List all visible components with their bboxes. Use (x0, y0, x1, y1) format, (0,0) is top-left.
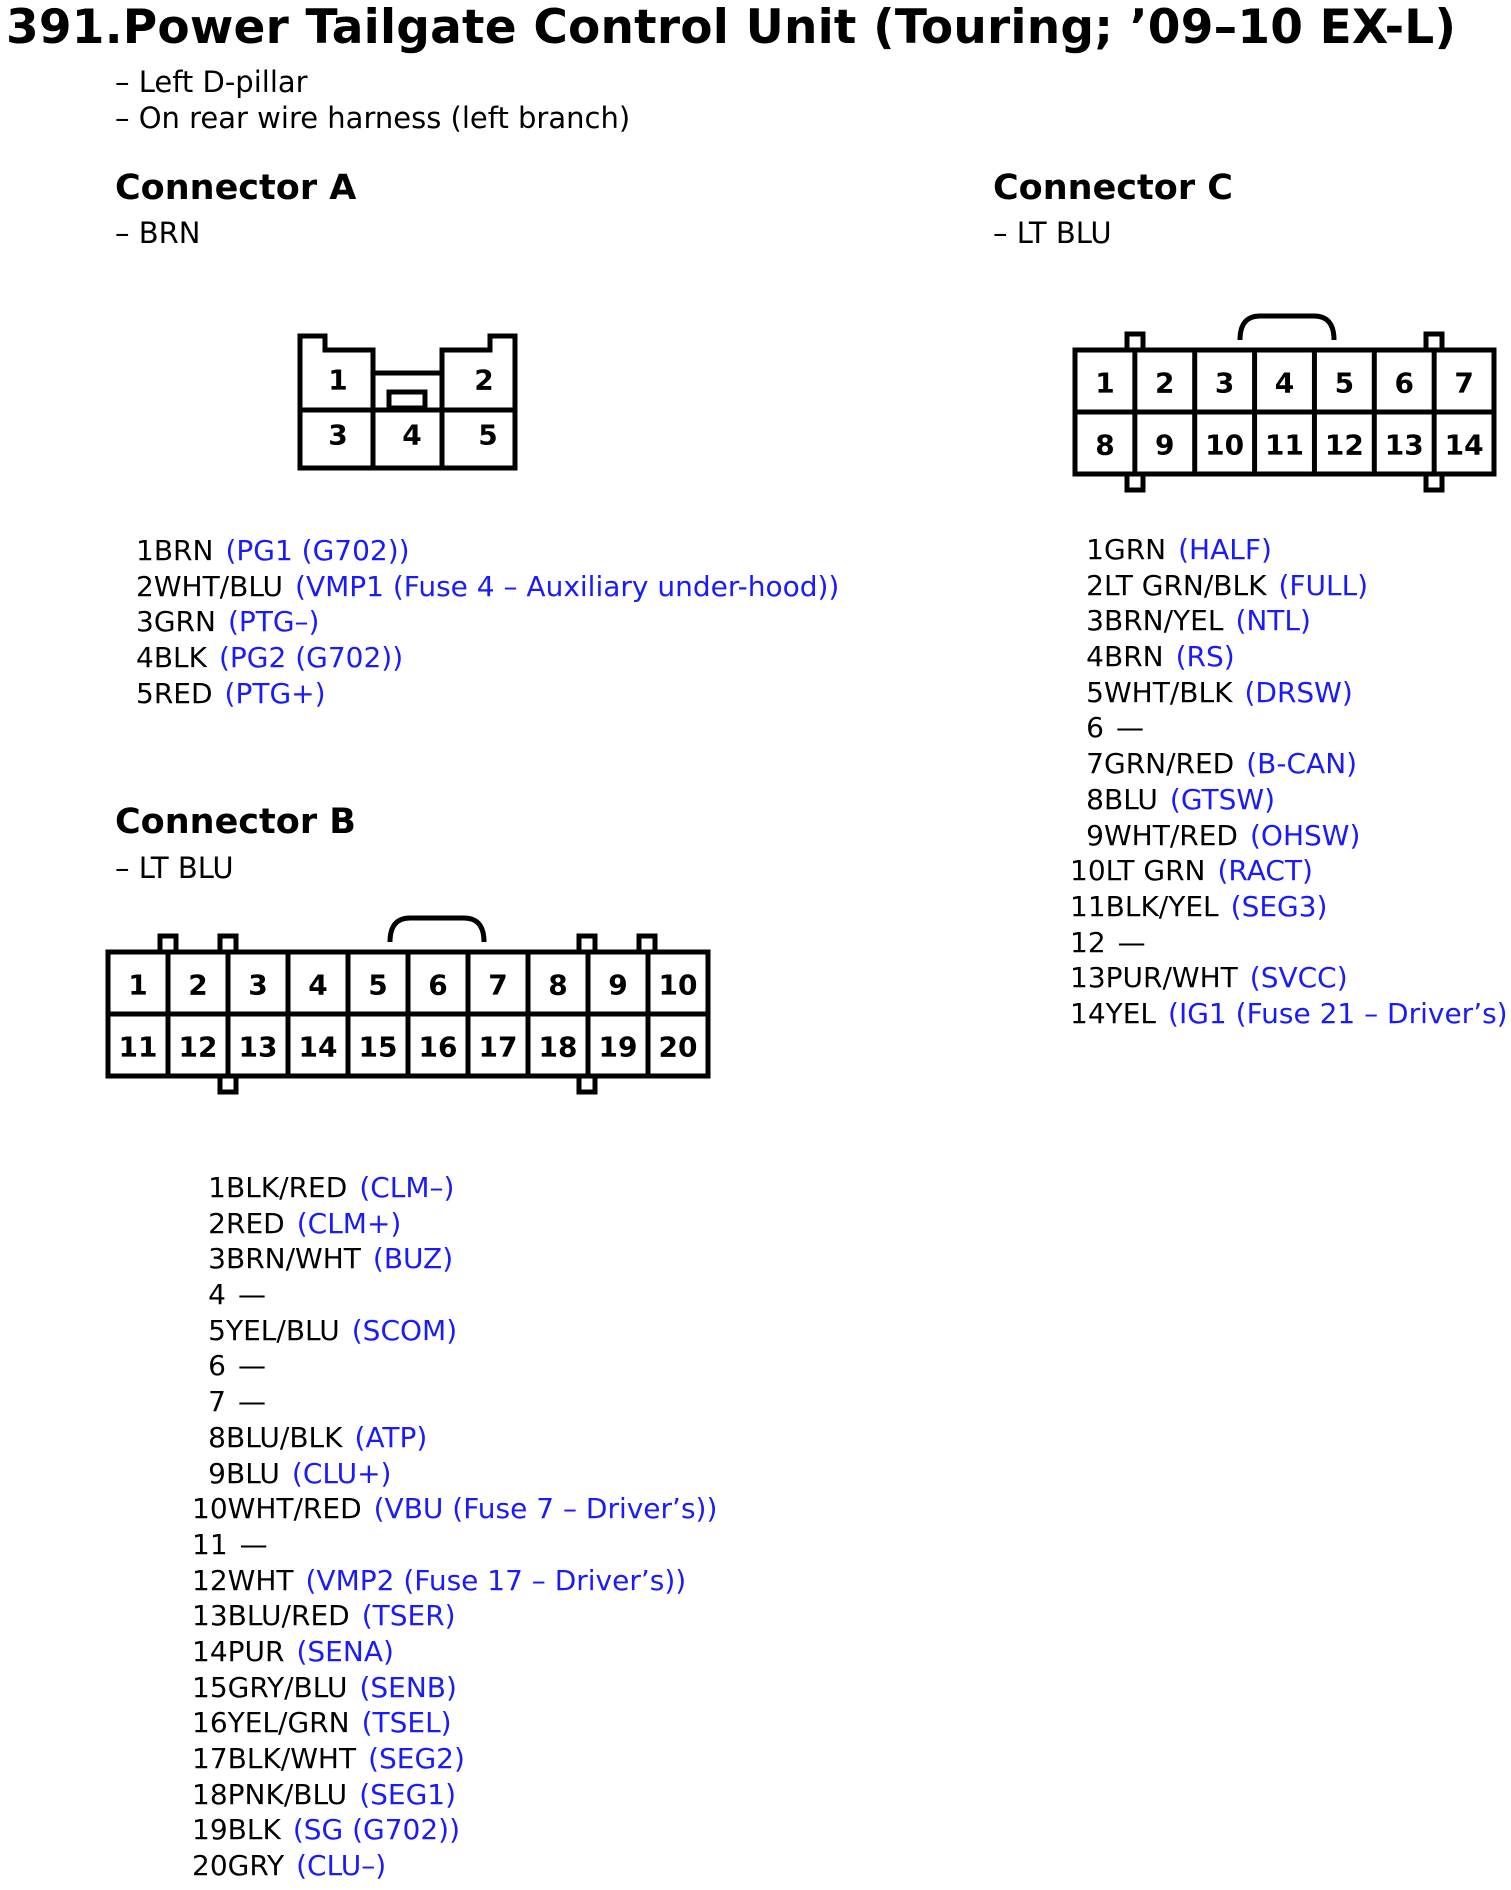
pin-number: 5 (136, 676, 154, 710)
connector-c-cavity-2: 2 (1155, 366, 1175, 400)
pin-circuit-description: (IG1 (Fuse 21 – Driver’s) (1168, 996, 1508, 1030)
connector-c-cavity-13: 13 (1384, 428, 1424, 462)
connector-c-pinout (1070, 532, 1508, 1032)
page-title: 391.Power Tailgate Control Unit (Touring; ’09–10 EX-L) (6, 0, 1457, 55)
connector-c-cavity-14: 14 (1444, 428, 1484, 462)
pin-wire-color: BLU (226, 1456, 280, 1490)
connector-b-cavity-4: 4 (308, 968, 328, 1002)
pin-number: 13 (192, 1599, 228, 1633)
pin-number: 5 (1086, 675, 1104, 709)
pin-wire-color: GRN (153, 605, 216, 639)
connector-b-cavity-9: 9 (608, 968, 628, 1002)
pin-circuit-description: (TSER) (361, 1599, 456, 1633)
pin-number: 7 (208, 1385, 226, 1419)
pin-circuit-description: (PTG–) (227, 605, 320, 639)
pin-row (1070, 960, 1508, 996)
pin-circuit-description: (B-CAN) (1246, 747, 1358, 781)
connector-b-cavity-3: 3 (248, 968, 268, 1002)
pin-circuit-description: (FULL) (1278, 568, 1369, 602)
connector-b-cavity-13: 13 (238, 1030, 278, 1064)
connector-c-cavity-11: 11 (1265, 428, 1304, 462)
pin-number: 2 (208, 1206, 226, 1240)
pin-wire-color: BRN (1104, 640, 1164, 674)
pin-number: 18 (192, 1777, 228, 1811)
pin-wire-color: BLU (1104, 782, 1158, 816)
pin-number: 9 (208, 1456, 226, 1490)
pin-number: 1 (1086, 533, 1104, 566)
pin-row (1070, 675, 1508, 711)
pin-number: 16 (192, 1706, 228, 1740)
pin-number: 7 (1086, 747, 1104, 781)
pin-wire-color: BRN/YEL (1104, 604, 1224, 638)
pin-number: 4 (136, 641, 154, 675)
connector-c-cavity-6: 6 (1394, 366, 1414, 400)
pin-row (1070, 603, 1508, 639)
pin-circuit-description: (BUZ) (372, 1242, 454, 1276)
connector-b-cavity-11: 11 (118, 1030, 158, 1064)
pin-number: 6 (1086, 711, 1104, 745)
pin-wire-color: BLU/RED (227, 1599, 350, 1633)
pin-number: 2 (136, 569, 154, 603)
pin-circuit-description: (RACT) (1217, 854, 1313, 888)
pin-number: 14 (1070, 996, 1106, 1030)
pin-number: 14 (192, 1634, 228, 1668)
connector-c-cavity-9: 9 (1155, 428, 1175, 462)
pin-wire-color: PUR/WHT (1105, 961, 1238, 995)
pin-number: 9 (1086, 818, 1104, 852)
pin-number: 17 (192, 1742, 228, 1775)
pin-number: 11 (1070, 889, 1106, 923)
pin-number: 1 (208, 1171, 226, 1204)
pin-number: 5 (208, 1313, 226, 1347)
pin-wire-color: WHT (227, 1563, 294, 1597)
pin-circuit-description: (SVCC) (1249, 961, 1348, 995)
connector-a-color: – BRN (115, 216, 201, 250)
pin-wire-color: WHT/BLK (1104, 675, 1233, 709)
connector-a-cavity-5: 5 (478, 418, 498, 452)
pin-circuit-description: (DRSW) (1244, 675, 1353, 709)
pin-circuit-description: (PTG+) (224, 676, 326, 710)
connector-c-color: – LT BLU (993, 216, 1112, 250)
pin-number: 3 (136, 605, 154, 639)
pin-wire-color: — (1116, 711, 1144, 745)
pin-wire-color: RED (153, 676, 213, 710)
pin-number: 6 (208, 1349, 226, 1383)
connector-c-cavity-8: 8 (1095, 428, 1115, 462)
pin-circuit-description: (NTL) (1235, 604, 1311, 638)
pin-wire-color: WHT/RED (227, 1492, 362, 1526)
pin-number: 2 (1086, 568, 1104, 602)
connector-a-cavity-3: 3 (328, 418, 348, 452)
pin-circuit-description: (SEG1) (359, 1777, 457, 1811)
pin-wire-color: LT GRN (1105, 854, 1206, 888)
pin-circuit-description: (VBU (Fuse 7 – Driver’s)) (373, 1492, 718, 1526)
connector-b-cavity-10: 10 (658, 968, 698, 1002)
pin-wire-color: BLK/YEL (1105, 889, 1219, 923)
pin-wire-color: — (239, 1527, 268, 1561)
pin-row (1070, 532, 1508, 568)
pin-wire-color: — (238, 1278, 266, 1312)
pin-wire-color: BLK/RED (226, 1171, 348, 1204)
pin-number: 4 (208, 1278, 226, 1312)
connector-a-cavity-1: 1 (328, 363, 348, 397)
pin-circuit-description: (OHSW) (1249, 818, 1361, 852)
pin-wire-color: BLK (227, 1813, 281, 1847)
pin-number: 15 (192, 1670, 228, 1704)
pin-wire-color: LT GRN/BLK (1104, 568, 1267, 602)
pin-number: 20 (192, 1849, 228, 1883)
pin-circuit-description: (SEG3) (1230, 889, 1328, 923)
connector-b-cavity-17: 17 (478, 1030, 518, 1064)
connector-a-cavity-2: 2 (474, 363, 494, 397)
pin-wire-color: RED (226, 1206, 285, 1240)
connector-b-cavity-20: 20 (658, 1030, 698, 1064)
connector-b-cavity-12: 12 (178, 1030, 218, 1064)
connector-c-cavity-1: 1 (1095, 366, 1115, 400)
location-note-2: – On rear wire harness (left branch) (115, 101, 631, 135)
pin-circuit-description: (TSEL) (361, 1706, 452, 1740)
pin-circuit-description: (GTSW) (1169, 782, 1276, 816)
connector-b-cavity-5: 5 (368, 968, 388, 1002)
connector-b-cavity-15: 15 (358, 1030, 398, 1064)
pin-number: 3 (1086, 604, 1104, 638)
pin-wire-color: BLK/WHT (227, 1742, 357, 1775)
pin-row (1070, 996, 1508, 1032)
pin-number: 4 (1086, 640, 1104, 674)
pin-circuit-description: (ATP) (354, 1420, 428, 1454)
pin-wire-color: PNK/BLU (227, 1777, 348, 1811)
connector-b-cavity-7: 7 (488, 968, 508, 1002)
connector-b-cavity-19: 19 (598, 1030, 638, 1064)
pin-number: 3 (208, 1242, 226, 1276)
pin-number: 19 (192, 1813, 228, 1847)
connector-c-cavity-4: 4 (1274, 366, 1295, 400)
connector-c-cavity-3: 3 (1214, 366, 1235, 400)
pin-number: 8 (208, 1420, 226, 1454)
pin-row (1070, 568, 1508, 604)
connector-b-cavity-6: 6 (428, 968, 448, 1002)
pin-wire-color: GRY/BLU (227, 1670, 348, 1704)
pin-row (1070, 889, 1508, 925)
connector-c-cavity-10: 10 (1205, 428, 1245, 462)
pin-wire-color: — (238, 1385, 266, 1419)
pin-wire-color: GRY (227, 1849, 285, 1883)
pin-row (1070, 639, 1508, 675)
pin-circuit-description: (PG1 (G702)) (225, 534, 410, 567)
pin-circuit-description: (CLM–) (359, 1171, 455, 1204)
pin-number: 8 (1086, 782, 1104, 816)
pin-row (1070, 710, 1508, 746)
pin-wire-color: WHT/RED (1104, 818, 1238, 852)
connector-b-heading: Connector B (115, 802, 356, 842)
pin-row (1070, 818, 1508, 854)
pin-number: 12 (192, 1563, 228, 1597)
connector-a-heading: Connector A (115, 168, 357, 208)
pin-number: 12 (1070, 925, 1106, 959)
pin-wire-color: BRN/WHT (226, 1242, 361, 1276)
pin-row (1070, 853, 1508, 889)
pin-row (1070, 746, 1508, 782)
pin-circuit-description: (SCOM) (351, 1313, 458, 1347)
connector-b-cavity-1: 1 (128, 968, 148, 1002)
pin-circuit-description: (HALF) (1178, 533, 1272, 566)
pin-circuit-description: (VMP2 (Fuse 17 – Driver’s)) (305, 1563, 687, 1597)
pin-wire-color: YEL/BLU (226, 1313, 340, 1347)
pin-wire-color: — (1117, 925, 1146, 959)
pin-number: 1 (136, 534, 154, 567)
connector-c-cavity-5: 5 (1334, 366, 1355, 400)
pin-circuit-description: (RS) (1175, 640, 1235, 674)
pin-row (1070, 782, 1508, 818)
pin-wire-color: BLK (153, 641, 207, 675)
connector-b-cavity-8: 8 (548, 968, 568, 1002)
pin-wire-color: WHT/BLU (153, 569, 284, 603)
pin-circuit-description: (CLM+) (296, 1206, 402, 1240)
connector-b-cavity-14: 14 (298, 1030, 338, 1064)
pin-circuit-description: (SG (G702)) (292, 1813, 461, 1847)
pin-circuit-description: (SEG2) (368, 1742, 465, 1775)
connector-c-cavity-7: 7 (1454, 366, 1474, 400)
pin-wire-color: — (238, 1349, 266, 1383)
pin-wire-color: YEL (1105, 996, 1157, 1030)
pin-wire-color: BRN (153, 534, 214, 567)
location-note-1: – Left D-pillar (115, 65, 308, 99)
connector-c-heading: Connector C (993, 168, 1233, 208)
pin-number: 13 (1070, 961, 1106, 995)
pin-wire-color: PUR (227, 1634, 285, 1668)
connector-b-cavity-2: 2 (188, 968, 208, 1002)
connector-a-cavity-4: 4 (402, 418, 422, 452)
connector-b-cavity-18: 18 (538, 1030, 578, 1064)
pin-circuit-description: (CLU–) (296, 1849, 387, 1883)
pin-circuit-description: (SENB) (359, 1670, 457, 1704)
pin-wire-color: BLU/BLK (226, 1420, 343, 1454)
pin-circuit-description: (VMP1 (Fuse 4 – Auxiliary under-hood)) (295, 569, 840, 603)
pin-circuit-description: (PG2 (G702)) (219, 641, 404, 675)
pin-number: 11 (192, 1527, 228, 1561)
pin-wire-color: GRN (1104, 533, 1167, 566)
pin-wire-color: GRN/RED (1104, 747, 1235, 781)
pin-number: 10 (1070, 854, 1106, 888)
connector-b-color: – LT BLU (115, 851, 234, 885)
pin-circuit-description: (SENA) (296, 1634, 394, 1668)
pin-row (1070, 925, 1508, 961)
pin-wire-color: YEL/GRN (227, 1706, 350, 1740)
pin-number: 10 (192, 1492, 228, 1526)
pin-circuit-description: (CLU+) (291, 1456, 392, 1490)
connector-c-cavity-12: 12 (1324, 428, 1364, 462)
connector-b-cavity-16: 16 (418, 1030, 458, 1064)
